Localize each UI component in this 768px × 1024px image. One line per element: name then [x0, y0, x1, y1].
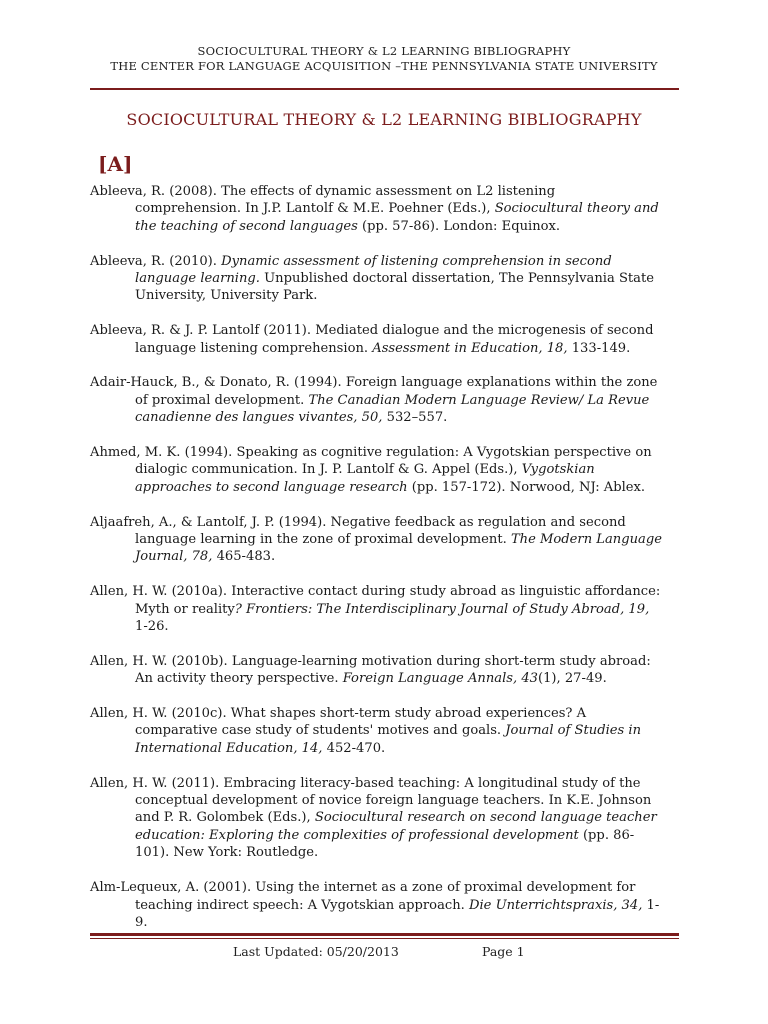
- bibliography-entry: [90, 253, 662, 305]
- bibliography-entry: [90, 879, 662, 931]
- entry-text: 1-9.: [135, 897, 660, 930]
- bibliography-entry: [90, 322, 662, 357]
- bibliography-entry: [90, 183, 662, 235]
- entry-text: Ableeva, R. & J. P. Lantolf (2011). Mediated dialogue and the microgenesis of second language listening comprehension.: [90, 323, 654, 356]
- last-updated: Last Updated: 05/20/2013: [233, 944, 399, 959]
- entry-text: 532–557.: [382, 410, 448, 426]
- page-number: Page 1: [482, 944, 525, 959]
- entry-text: Allen, H. W. (2010c). What shapes short-term study abroad experiences? A comparative case study of students' motives and goals.: [90, 706, 587, 739]
- section-heading: [A]: [98, 152, 133, 176]
- entry-italic-text: Vygotskian approaches to second language research: [135, 462, 595, 495]
- entry-text: 1-26.: [135, 619, 169, 635]
- entry-text: 452-470.: [322, 740, 386, 756]
- footer-divider-thick: [90, 933, 679, 936]
- bibliography-entry: [90, 653, 662, 688]
- document-title: SOCIOCULTURAL THEORY & L2 LEARNING BIBLIOGRAPHY: [126, 110, 642, 129]
- entry-text: Aljaafreh, A., & Lantolf, J. P. (1994). Negative feedback as regulation and second language learning in the zone of proximal development.: [90, 514, 626, 548]
- bibliography-entry: [90, 444, 662, 496]
- entry-text: (1), 27-49.: [537, 671, 607, 687]
- entry-text: 465-483.: [212, 549, 276, 565]
- bibliography-entry: [90, 583, 662, 635]
- entry-text: Adair-Hauck, B., & Donato, R. (1994). Foreign language explanations within the zone of proximal development.: [90, 375, 658, 408]
- entry-italic-text: Sociocultural research on second language teacher education: Exploring the complexities of professional development: [135, 810, 657, 843]
- entry-text: Allen, H. W. (2010a). Interactive contact during study abroad as linguistic affordance: Myth or reality: [90, 584, 661, 617]
- entry-text: Alm-Lequeux, A. (2001). Using the internet as a zone of proximal development for teaching indirect speech: A Vygotskian approach.: [90, 880, 636, 913]
- entry-italic-text: Journal of Studies in International Education, 14,: [135, 723, 642, 756]
- entry-text: (pp. 86-101). New York: Routledge.: [135, 827, 635, 861]
- entry-text: Allen, H. W. (2011). Embracing literacy-based teaching: A longitudinal study of the conceptual development of novice foreign language teachers. In K.E. Johnson and P. R. Golombek (Eds.),: [90, 775, 652, 826]
- entry-italic-text: Foreign Language Annals, 43: [342, 671, 538, 687]
- entry-italic-text: The Canadian Modern Language Review/ La Revue canadienne des langues vivantes, 50,: [135, 392, 650, 426]
- entry-text: Allen, H. W. (2010b). Language-learning motivation during short-term study abroad: An activity theory perspective.: [90, 653, 651, 687]
- entry-text: (pp. 57-86). London: Equinox.: [357, 218, 561, 234]
- entry-italic-text: The Modern Language Journal, 78,: [135, 532, 662, 565]
- entry-italic-text: Die Unterrichtspraxis, 34,: [468, 897, 643, 913]
- header-divider: [90, 88, 679, 90]
- running-header-line-1: SOCIOCULTURAL THEORY & L2 LEARNING BIBLIOGRAPHY: [197, 44, 571, 58]
- entry-text: (pp. 157-172). Norwood, NJ: Ablex.: [407, 479, 646, 495]
- entry-text: 133-149.: [567, 340, 631, 356]
- entry-text: Unpublished doctoral dissertation, The Pennsylvania State University, University Park.: [135, 271, 654, 304]
- running-header-line-2: THE CENTER FOR LANGUAGE ACQUISITION –THE PENNSYLVANIA STATE UNIVERSITY: [110, 58, 658, 73]
- bibliography-entry: [90, 705, 662, 757]
- entry-text: Ahmed, M. K. (1994). Speaking as cognitive regulation: A Vygotskian perspective on dialogic communication. In J. P. Lantolf & G. Appel (Eds.),: [90, 445, 652, 478]
- entry-italic-text: ? Frontiers: The Interdisciplinary Journal of Study Abroad, 19,: [234, 601, 650, 617]
- bibliography-list: [90, 183, 662, 949]
- bibliography-entry: [90, 514, 662, 566]
- bibliography-entry: [90, 374, 662, 426]
- entry-text: Ableeva, R. (2008). The effects of dynamic assessment on L2 listening comprehension. In J.P. Lantolf & M.E. Poehner (Eds.),: [90, 184, 556, 217]
- footer-divider-thin: [90, 938, 679, 939]
- entry-italic-text: Sociocultural theory and the teaching of second languages: [135, 201, 659, 234]
- entry-italic-text: Assessment in Education, 18,: [372, 340, 568, 356]
- entry-text: Ableeva, R. (2010).: [90, 253, 222, 269]
- bibliography-entry: [90, 775, 662, 862]
- entry-italic-text: Dynamic assessment of listening comprehension in second language learning.: [135, 253, 612, 287]
- running-header: [0, 44, 768, 73]
